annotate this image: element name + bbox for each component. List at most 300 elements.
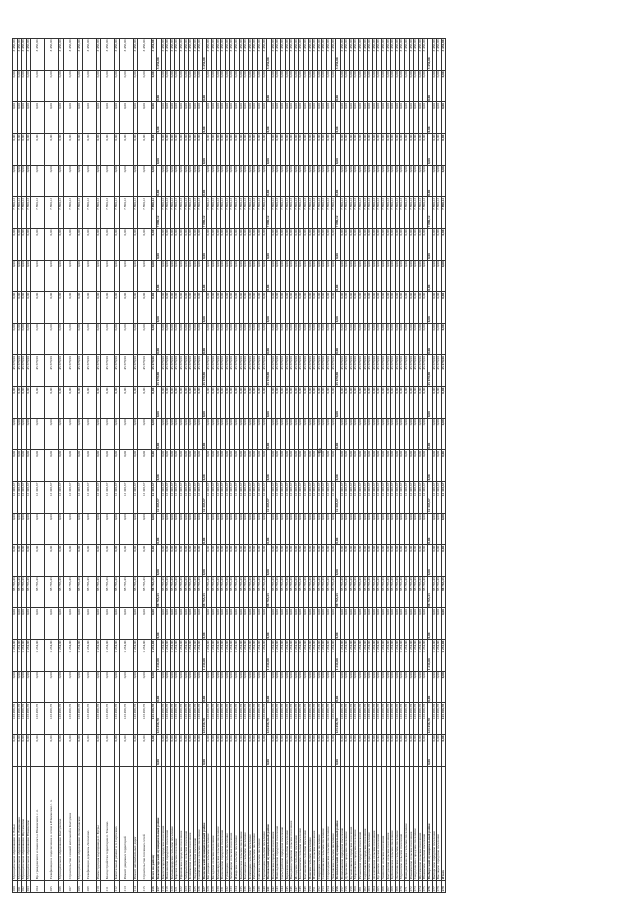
value-cell: 0,00 — [391, 70, 396, 102]
value-cell: 7 890,12 — [225, 197, 230, 229]
value-cell: 1 234,00 — [161, 640, 166, 672]
row-number-cell: 219 — [166, 880, 171, 892]
value-cell: 0,00 — [152, 165, 157, 197]
value-cell: 123 456,78 — [377, 703, 382, 735]
value-cell: 0,00 — [77, 513, 82, 545]
value-cell: 12 345,67 — [359, 482, 364, 514]
row-number-cell: 263 — [368, 880, 373, 892]
value-cell: 0,00 — [427, 292, 432, 324]
value-cell: 0,00 — [285, 323, 290, 355]
value-cell: 0,00 — [26, 292, 31, 324]
value-cell: 0,00 — [262, 292, 267, 324]
value-cell: 0,00 — [166, 735, 171, 767]
value-cell: 0,00 — [303, 70, 308, 102]
value-cell: 0,00 — [152, 323, 157, 355]
value-cell: 0,00 — [285, 671, 290, 703]
value-cell: 123 456,78 — [31, 703, 45, 735]
value-cell: 12 345,67 — [427, 482, 432, 514]
row-number-cell: 260 — [354, 880, 359, 892]
value-cell: 0,00 — [405, 608, 410, 640]
value-cell: 12 345,67 — [166, 482, 171, 514]
value-cell: 0,00 — [313, 545, 318, 577]
value-cell: 0,00 — [244, 260, 249, 292]
value-cell: 0,00 — [184, 260, 189, 292]
value-cell: 12 345,67 — [170, 482, 175, 514]
value-cell: 0,00 — [303, 102, 308, 134]
value-cell: 0,00 — [207, 735, 212, 767]
value-cell: 0,00 — [395, 70, 400, 102]
value-cell: 123 456,78 — [262, 703, 267, 735]
value-cell: 0,00 — [138, 134, 152, 166]
value-cell: 0,00 — [175, 260, 180, 292]
value-cell: 123 456,78 — [166, 703, 171, 735]
value-cell: 0,00 — [276, 134, 281, 166]
value-cell: 0,00 — [63, 545, 77, 577]
value-cell: 3 456,00 — [363, 39, 368, 71]
value-cell: 0,00 — [82, 387, 96, 419]
value-cell: 0,00 — [322, 323, 327, 355]
row-number-cell: 278 — [437, 880, 442, 892]
value-cell: 0,00 — [189, 292, 194, 324]
value-cell: 12 345,67 — [152, 482, 157, 514]
value-cell: 0,00 — [175, 608, 180, 640]
value-cell: 0,00 — [115, 513, 120, 545]
value-cell: 0,00 — [276, 735, 281, 767]
value-cell: 0,00 — [212, 387, 217, 419]
value-cell: 3 456,00 — [427, 39, 432, 71]
value-cell: 0,00 — [212, 608, 217, 640]
value-cell: 0,00 — [317, 545, 322, 577]
value-cell: 0,00 — [280, 513, 285, 545]
value-cell: 0,00 — [280, 450, 285, 482]
value-cell: 7 890,12 — [427, 197, 432, 229]
value-cell: 3 456,00 — [244, 39, 249, 71]
value-cell: 0,00 — [96, 229, 101, 261]
value-cell: 0,00 — [45, 450, 59, 482]
value-cell: 0,00 — [212, 102, 217, 134]
value-cell: 0,00 — [63, 671, 77, 703]
value-cell: 3 456,00 — [193, 39, 198, 71]
value-cell: 0,00 — [31, 450, 45, 482]
value-cell: 0,00 — [423, 165, 428, 197]
value-cell: 0,00 — [166, 671, 171, 703]
value-cell: 0,00 — [193, 608, 198, 640]
value-cell: 0,00 — [405, 165, 410, 197]
value-cell: 123 456,78 — [294, 703, 299, 735]
value-cell: 0,00 — [313, 387, 318, 419]
value-cell: 123 456,78 — [225, 703, 230, 735]
value-cell: 0,00 — [336, 418, 341, 450]
value-cell: 0,00 — [308, 735, 313, 767]
value-cell: 7 890,12 — [115, 197, 120, 229]
value-cell: 0,00 — [239, 70, 244, 102]
value-cell: 0,00 — [409, 292, 414, 324]
value-cell: 0,00 — [331, 102, 336, 134]
value-cell: 0,00 — [267, 450, 272, 482]
row-name-cell: Бугровское сельское поселение — [377, 766, 382, 880]
value-cell: 3 456,00 — [308, 39, 313, 71]
value-cell: 0,00 — [427, 671, 432, 703]
value-cell: 123 456,78 — [156, 703, 161, 735]
value-cell: 0,00 — [198, 418, 203, 450]
value-cell: 0,00 — [354, 134, 359, 166]
value-cell: 0,00 — [156, 102, 161, 134]
value-cell: 0,00 — [418, 165, 423, 197]
value-cell: 3 456,00 — [349, 39, 354, 71]
value-cell: 0,00 — [115, 292, 120, 324]
value-cell: 98 765,43 — [225, 576, 230, 608]
value-cell: 0,00 — [115, 608, 120, 640]
value-cell: 0,00 — [317, 102, 322, 134]
value-cell: 0,00 — [59, 165, 64, 197]
value-cell: 0,00 — [253, 387, 258, 419]
value-cell: 0,00 — [368, 229, 373, 261]
value-cell: 0,00 — [262, 545, 267, 577]
value-cell: 0,00 — [212, 513, 217, 545]
value-cell: 7 890,12 — [336, 197, 341, 229]
value-cell: 1 234,00 — [133, 640, 138, 672]
value-cell: 0,00 — [170, 735, 175, 767]
value-cell: 123 456,78 — [22, 703, 27, 735]
value-cell: 12 345,67 — [326, 482, 331, 514]
value-cell: 45 678,90 — [156, 355, 161, 387]
value-cell: 0,00 — [248, 70, 253, 102]
value-cell: 1 234,00 — [285, 640, 290, 672]
value-cell: 12 345,67 — [235, 482, 240, 514]
value-cell: 0,00 — [193, 260, 198, 292]
value-cell: 0,00 — [26, 545, 31, 577]
value-cell: 0,00 — [22, 735, 27, 767]
value-cell: 0,00 — [437, 229, 442, 261]
value-cell: 0,00 — [198, 102, 203, 134]
value-cell: 0,00 — [437, 134, 442, 166]
row-name-cell: Высоцкое городское поселение — [437, 766, 442, 880]
value-cell: 0,00 — [13, 260, 18, 292]
value-cell: 0,00 — [340, 418, 345, 450]
value-cell: 0,00 — [262, 102, 267, 134]
value-cell: 0,00 — [138, 671, 152, 703]
value-cell: 0,00 — [202, 102, 207, 134]
value-cell: 0,00 — [340, 260, 345, 292]
value-cell: 0,00 — [45, 545, 59, 577]
value-cell: 0,00 — [161, 671, 166, 703]
row-number-cell: 208 — [77, 880, 82, 892]
value-cell: 123 456,78 — [400, 703, 405, 735]
value-cell: 0,00 — [363, 70, 368, 102]
value-cell: 12 345,67 — [280, 482, 285, 514]
value-cell: 1 234,00 — [427, 640, 432, 672]
value-cell: 0,00 — [152, 229, 157, 261]
row-number-cell: 237 — [248, 880, 253, 892]
value-cell: 0,00 — [276, 513, 281, 545]
value-cell: 0,00 — [216, 323, 221, 355]
value-cell: 0,00 — [336, 70, 341, 102]
value-cell: 0,00 — [212, 735, 217, 767]
value-cell: 0,00 — [202, 450, 207, 482]
value-cell: 0,00 — [308, 387, 313, 419]
value-cell: 123 456,78 — [391, 703, 396, 735]
value-cell: 123 456,78 — [230, 703, 235, 735]
value-cell: 0,00 — [248, 229, 253, 261]
value-cell: 0,00 — [156, 671, 161, 703]
value-cell: 0,00 — [267, 165, 272, 197]
value-cell: 3 456,00 — [235, 39, 240, 71]
row-name-cell: Губаницкое сельское поселение — [225, 766, 230, 880]
value-cell: 0,00 — [349, 102, 354, 134]
value-cell: 0,00 — [372, 260, 377, 292]
value-cell: 12 345,67 — [198, 482, 203, 514]
row-number-cell: 207 — [63, 880, 77, 892]
value-cell: 0,00 — [193, 450, 198, 482]
value-cell: 0,00 — [175, 292, 180, 324]
value-cell: 0,00 — [418, 450, 423, 482]
value-cell: 0,00 — [437, 513, 442, 545]
value-cell: 0,00 — [377, 292, 382, 324]
value-cell: 12 345,67 — [363, 482, 368, 514]
value-cell: 0,00 — [400, 671, 405, 703]
row-number-cell: 229 — [212, 880, 217, 892]
value-cell: 0,00 — [184, 513, 189, 545]
value-cell: 0,00 — [22, 387, 27, 419]
value-cell: 0,00 — [230, 323, 235, 355]
value-cell: 0,00 — [198, 323, 203, 355]
row-name-cell: Газификация и подключение к сетям в Юкковском с. п. — [45, 766, 59, 880]
value-cell: 0,00 — [22, 418, 27, 450]
value-cell: 0,00 — [221, 545, 226, 577]
value-cell: 0,00 — [271, 165, 276, 197]
value-cell: 0,00 — [345, 418, 350, 450]
value-cell: 0,00 — [322, 513, 327, 545]
value-cell: 0,00 — [184, 70, 189, 102]
value-cell: 0,00 — [152, 292, 157, 324]
row-number-cell: 223 — [184, 880, 189, 892]
value-cell: 0,00 — [175, 418, 180, 450]
value-cell: 123 456,78 — [418, 703, 423, 735]
value-cell: 0,00 — [202, 513, 207, 545]
value-cell: 0,00 — [31, 70, 45, 102]
value-cell: 0,00 — [13, 450, 18, 482]
value-cell: 0,00 — [179, 735, 184, 767]
value-cell: 0,00 — [59, 292, 64, 324]
value-cell: 7 890,12 — [382, 197, 387, 229]
value-cell: 0,00 — [441, 102, 446, 134]
value-cell: 0,00 — [13, 608, 18, 640]
value-cell: 0,00 — [303, 671, 308, 703]
value-cell: 0,00 — [262, 418, 267, 450]
value-cell: 0,00 — [317, 418, 322, 450]
value-cell: 45 678,90 — [166, 355, 171, 387]
value-cell: 0,00 — [372, 292, 377, 324]
value-cell: 0,00 — [326, 387, 331, 419]
value-cell: 0,00 — [400, 735, 405, 767]
value-cell: 0,00 — [221, 165, 226, 197]
value-cell: 0,00 — [405, 260, 410, 292]
value-cell: 0,00 — [405, 229, 410, 261]
row-name-cell: Волосовский муниципальный район — [202, 766, 207, 880]
value-cell: 0,00 — [119, 387, 133, 419]
value-cell: 0,00 — [345, 671, 350, 703]
value-cell: 0,00 — [432, 735, 437, 767]
value-cell: 0,00 — [133, 671, 138, 703]
value-cell: 0,00 — [427, 387, 432, 419]
value-cell: 0,00 — [230, 134, 235, 166]
value-cell: 0,00 — [239, 165, 244, 197]
value-cell: 0,00 — [409, 134, 414, 166]
value-cell: 0,00 — [45, 260, 59, 292]
row-name-cell: Терпилицкое сельское поселение — [262, 766, 267, 880]
value-cell: 3 456,00 — [354, 39, 359, 71]
value-cell: 7 890,12 — [248, 197, 253, 229]
value-cell: 45 678,90 — [189, 355, 194, 387]
value-cell: 1 234,00 — [386, 640, 391, 672]
value-cell: 1 234,00 — [156, 640, 161, 672]
value-cell: 0,00 — [133, 545, 138, 577]
value-cell: 45 678,90 — [391, 355, 396, 387]
value-cell: 0,00 — [290, 292, 295, 324]
value-cell: 123 456,78 — [427, 703, 432, 735]
value-cell: 12 345,67 — [179, 482, 184, 514]
value-cell: 123 456,78 — [119, 703, 133, 735]
value-cell: 0,00 — [391, 134, 396, 166]
value-cell: 0,00 — [22, 102, 27, 134]
row-name-cell: Свирицкое сельское поселение — [317, 766, 322, 880]
value-cell: 0,00 — [45, 102, 59, 134]
value-cell: 0,00 — [82, 70, 96, 102]
value-cell: 98 765,43 — [349, 576, 354, 608]
value-cell: 0,00 — [253, 229, 258, 261]
value-cell: 0,00 — [290, 260, 295, 292]
value-cell: 0,00 — [119, 134, 133, 166]
value-cell: 0,00 — [161, 545, 166, 577]
value-cell: 0,00 — [59, 671, 64, 703]
row-name-cell: Большеврудское сельское поселение — [216, 766, 221, 880]
value-cell: 0,00 — [253, 418, 258, 450]
row-name-cell: Муниципальное образование Колтушское — [59, 766, 64, 880]
value-cell: 0,00 — [239, 608, 244, 640]
value-cell: 7 890,12 — [395, 197, 400, 229]
value-cell: 0,00 — [359, 102, 364, 134]
table-row — [441, 39, 446, 893]
value-cell: 0,00 — [262, 323, 267, 355]
value-cell: 0,00 — [377, 387, 382, 419]
value-cell: 3 456,00 — [166, 39, 171, 71]
value-cell: 0,00 — [77, 134, 82, 166]
value-cell: 7 890,12 — [414, 197, 419, 229]
value-cell: 123 456,78 — [331, 703, 336, 735]
row-name-cell: Ремонт дворовых территорий — [119, 766, 133, 880]
value-cell: 98 765,43 — [244, 576, 249, 608]
value-cell: 0,00 — [303, 608, 308, 640]
value-cell: 0,00 — [290, 513, 295, 545]
value-cell: 0,00 — [423, 450, 428, 482]
value-cell: 7 890,12 — [119, 197, 133, 229]
value-cell: 0,00 — [313, 292, 318, 324]
value-cell: 1 234,00 — [31, 640, 45, 672]
value-cell: 0,00 — [17, 229, 22, 261]
value-cell: 0,00 — [336, 671, 341, 703]
row-number-cell: 226 — [198, 880, 203, 892]
value-cell: 0,00 — [63, 260, 77, 292]
value-cell: 0,00 — [336, 102, 341, 134]
value-cell: 0,00 — [382, 323, 387, 355]
value-cell: 98 765,43 — [354, 576, 359, 608]
value-cell: 45 678,90 — [340, 355, 345, 387]
value-cell: 0,00 — [271, 387, 276, 419]
value-cell: 0,00 — [96, 292, 101, 324]
value-cell: 98 765,43 — [262, 576, 267, 608]
value-cell: 0,00 — [349, 513, 354, 545]
value-cell: 0,00 — [359, 545, 364, 577]
value-cell: 0,00 — [368, 165, 373, 197]
value-cell: 98 765,43 — [119, 576, 133, 608]
value-cell: 0,00 — [377, 260, 382, 292]
value-cell: 0,00 — [101, 387, 115, 419]
value-cell: 0,00 — [299, 229, 304, 261]
value-cell: 0,00 — [423, 292, 428, 324]
row-number-cell: 249 — [303, 880, 308, 892]
value-cell: 0,00 — [258, 735, 263, 767]
value-cell: 0,00 — [59, 229, 64, 261]
row-name-cell: Агалатовское сельское поселение — [372, 766, 377, 880]
value-cell: 0,00 — [235, 450, 240, 482]
value-cell: 0,00 — [391, 323, 396, 355]
value-cell: 0,00 — [101, 671, 115, 703]
value-cell: 1 234,00 — [193, 640, 198, 672]
row-name-cell: Всеволожский муниципальный район — [336, 766, 341, 880]
value-cell: 45 678,90 — [198, 355, 203, 387]
value-cell: 0,00 — [280, 608, 285, 640]
value-cell: 0,00 — [276, 387, 281, 419]
value-cell: 0,00 — [391, 671, 396, 703]
value-cell: 0,00 — [409, 165, 414, 197]
value-cell: 0,00 — [441, 608, 446, 640]
value-cell: 0,00 — [322, 735, 327, 767]
row-number-cell: 224 — [189, 880, 194, 892]
value-cell: 0,00 — [290, 70, 295, 102]
row-name-cell: Климовское сельское поселение — [189, 766, 194, 880]
value-cell: 0,00 — [170, 513, 175, 545]
value-cell: 7 890,12 — [216, 197, 221, 229]
value-cell: 0,00 — [184, 229, 189, 261]
value-cell: 0,00 — [31, 165, 45, 197]
value-cell: 98 765,43 — [96, 576, 101, 608]
row-name-cell: Новоладожское городское поселение — [276, 766, 281, 880]
value-cell: 45 678,90 — [45, 355, 59, 387]
value-cell: 0,00 — [96, 260, 101, 292]
row-name-cell: Дубровское городское поселение — [345, 766, 350, 880]
value-cell: 0,00 — [377, 418, 382, 450]
value-cell: 0,00 — [395, 229, 400, 261]
value-cell: 0,00 — [313, 608, 318, 640]
value-cell: 0,00 — [119, 450, 133, 482]
row-number-cell: 259 — [349, 880, 354, 892]
value-cell: 0,00 — [349, 323, 354, 355]
value-cell: 0,00 — [63, 450, 77, 482]
value-cell: 0,00 — [441, 323, 446, 355]
row-number-cell: 246 — [290, 880, 295, 892]
value-cell: 1 234,00 — [230, 640, 235, 672]
value-cell: 1 234,00 — [138, 640, 152, 672]
value-cell: 0,00 — [45, 671, 59, 703]
value-cell: 7 890,12 — [253, 197, 258, 229]
value-cell: 0,00 — [345, 513, 350, 545]
value-cell: 0,00 — [216, 418, 221, 450]
value-cell: 7 890,12 — [207, 197, 212, 229]
value-cell: 45 678,90 — [418, 355, 423, 387]
value-cell: 0,00 — [285, 608, 290, 640]
value-cell: 45 678,90 — [276, 355, 281, 387]
value-cell: 1 234,00 — [207, 640, 212, 672]
